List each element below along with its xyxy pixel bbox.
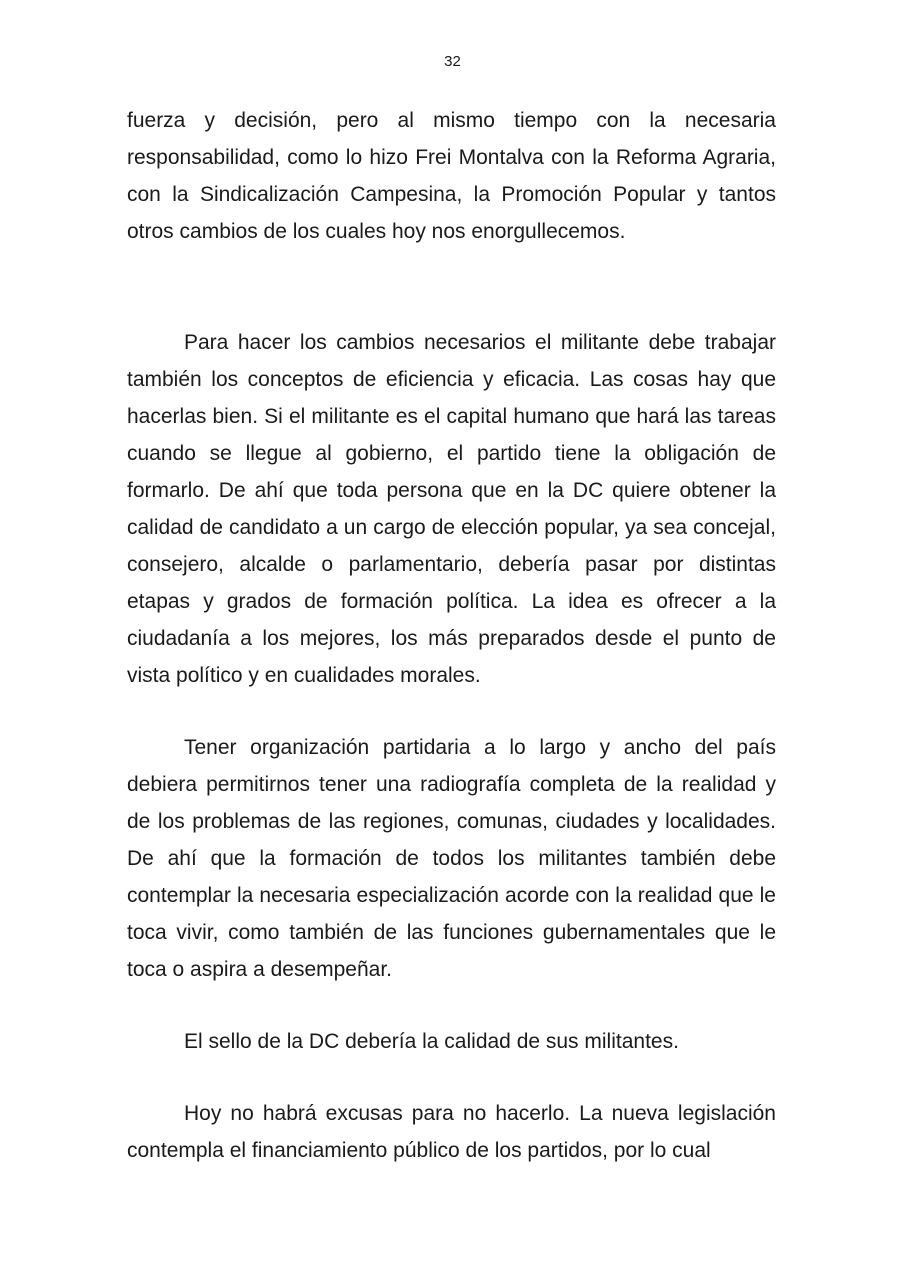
page-number: 32 <box>444 53 461 70</box>
paragraph: Para hacer los cambios necesarios el militante debe trabajar también los conceptos de eficiencia y eficacia. Las cosas hay que hacerlas bien. Si el militante es el capital humano que hará las tareas cuando se llegue al gobierno, el partido tiene la obligación de formarlo. De ahí que toda persona que en la DC quiere obtener la calidad de candidato a un cargo de elección popular, ya sea concejal, consejero, alcalde o parlamentario, debería pasar por distintas etapas y grados de formación política. La idea es ofrecer a la ciudadanía a los mejores, los más preparados desde el punto de vista político y en cualidades morales. <box>127 331 776 687</box>
page-body-text <box>127 102 776 1169</box>
paragraph: El sello de la DC debería la calidad de sus militantes. <box>184 1030 679 1053</box>
paragraph: Tener organización partidaria a lo largo y ancho del país debiera permitirnos tener una radiografía completa de la realidad y de los problemas de las regiones, comunas, ciudades y localidades. De ahí que la formación de todos los militantes también debe contemplar la necesaria especialización acorde con la realidad que le toca vivir, como también de las funciones gubernamentales que le toca o aspira a desempeñar. <box>127 736 776 981</box>
paragraph: fuerza y decisión, pero al mismo tiempo con la necesaria responsabilidad, como lo hizo Frei Montalva con la Reforma Agraria, con la Sindicalización Campesina, la Promoción Popular y tantos otros cambios de los cuales hoy nos enorgullecemos. <box>127 109 776 243</box>
paragraph: Hoy no habrá excusas para no hacerlo. La nueva legislación contempla el financiamiento público de los partidos, por lo cual <box>127 1102 776 1162</box>
